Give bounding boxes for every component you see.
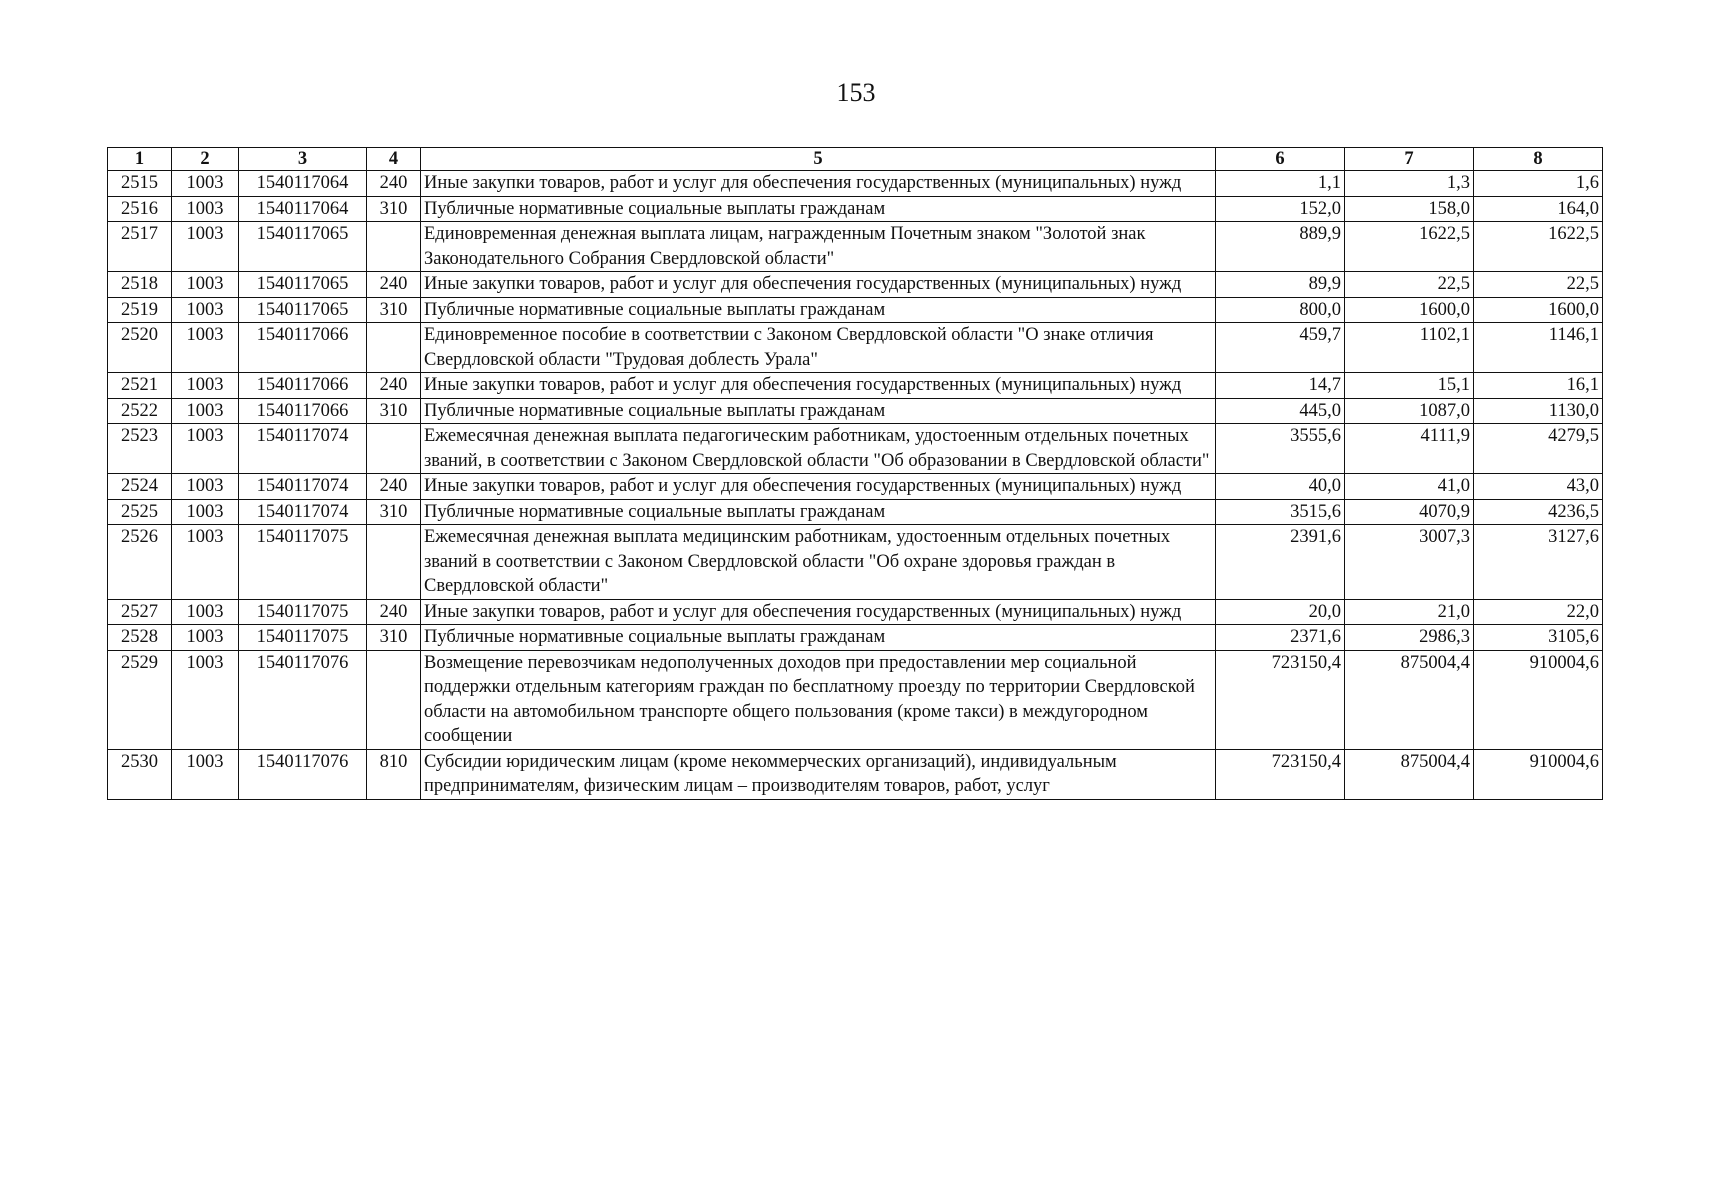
amount-col6-cell: 800,0	[1216, 297, 1345, 323]
amount-col8-cell: 1600,0	[1474, 297, 1603, 323]
target-code-cell: 1540117076	[239, 650, 367, 749]
amount-col8-cell: 22,5	[1474, 272, 1603, 298]
table-row	[108, 398, 1603, 424]
row-number-cell: 2515	[108, 171, 172, 197]
item-name-cell: Публичные нормативные социальные выплаты гражданам	[421, 499, 1216, 525]
expense-type-cell: 240	[367, 171, 421, 197]
expense-type-cell	[367, 424, 421, 474]
target-code-cell: 1540117064	[239, 171, 367, 197]
target-code-cell: 1540117065	[239, 297, 367, 323]
amount-col8-cell: 910004,6	[1474, 749, 1603, 799]
row-number-cell: 2519	[108, 297, 172, 323]
row-number-cell: 2528	[108, 625, 172, 651]
amount-col8-cell: 4279,5	[1474, 424, 1603, 474]
section-code-cell: 1003	[172, 196, 239, 222]
expense-type-cell: 310	[367, 196, 421, 222]
amount-col8-cell: 910004,6	[1474, 650, 1603, 749]
row-number-cell: 2523	[108, 424, 172, 474]
amount-col8-cell: 3127,6	[1474, 525, 1603, 600]
expense-type-cell: 240	[367, 599, 421, 625]
amount-col6-cell: 459,7	[1216, 323, 1345, 373]
table-header-row	[108, 148, 1603, 171]
row-number-cell: 2529	[108, 650, 172, 749]
section-code-cell: 1003	[172, 650, 239, 749]
table-row	[108, 272, 1603, 298]
amount-col6-cell: 20,0	[1216, 599, 1345, 625]
target-code-cell: 1540117075	[239, 599, 367, 625]
item-name-cell: Субсидии юридическим лицам (кроме некоммерческих организаций), индивидуальным предпринимателям, физическим лицам – производителям товаров, работ, услуг	[421, 749, 1216, 799]
target-code-cell: 1540117066	[239, 373, 367, 399]
amount-col8-cell: 1130,0	[1474, 398, 1603, 424]
expense-type-cell	[367, 650, 421, 749]
amount-col6-cell: 889,9	[1216, 222, 1345, 272]
column-header-8: 8	[1474, 148, 1603, 171]
amount-col7-cell: 4070,9	[1345, 499, 1474, 525]
amount-col6-cell: 3515,6	[1216, 499, 1345, 525]
section-code-cell: 1003	[172, 323, 239, 373]
item-name-cell: Иные закупки товаров, работ и услуг для обеспечения государственных (муниципальных) нужд	[421, 474, 1216, 500]
expense-type-cell: 240	[367, 373, 421, 399]
amount-col8-cell: 1622,5	[1474, 222, 1603, 272]
amount-col7-cell: 158,0	[1345, 196, 1474, 222]
target-code-cell: 1540117066	[239, 323, 367, 373]
amount-col7-cell: 1087,0	[1345, 398, 1474, 424]
section-code-cell: 1003	[172, 424, 239, 474]
amount-col7-cell: 875004,4	[1345, 749, 1474, 799]
target-code-cell: 1540117065	[239, 222, 367, 272]
item-name-cell: Публичные нормативные социальные выплаты гражданам	[421, 297, 1216, 323]
amount-col7-cell: 15,1	[1345, 373, 1474, 399]
table-row	[108, 373, 1603, 399]
row-number-cell: 2520	[108, 323, 172, 373]
expense-type-cell: 310	[367, 297, 421, 323]
expense-type-cell	[367, 222, 421, 272]
item-name-cell: Ежемесячная денежная выплата педагогическим работникам, удостоенным отдельных почетных званий, в соответствии с Законом Свердловской области "Об образовании в Свердловской области"	[421, 424, 1216, 474]
item-name-cell: Возмещение перевозчикам недополученных доходов при предоставлении мер социальной поддержки отдельным категориям граждан по бесплатному проезду по территории Свердловской области на автомобильном транспорте общего пользования (кроме такси) в междугородном сообщении	[421, 650, 1216, 749]
column-header-4: 4	[367, 148, 421, 171]
row-number-cell: 2530	[108, 749, 172, 799]
table-row	[108, 749, 1603, 799]
amount-col7-cell: 1600,0	[1345, 297, 1474, 323]
row-number-cell: 2517	[108, 222, 172, 272]
item-name-cell: Единовременное пособие в соответствии с Законом Свердловской области "О знаке отличия Свердловской области "Трудовая доблесть Урала"	[421, 323, 1216, 373]
table-row	[108, 171, 1603, 197]
item-name-cell: Публичные нормативные социальные выплаты гражданам	[421, 625, 1216, 651]
expense-type-cell: 240	[367, 474, 421, 500]
amount-col8-cell: 3105,6	[1474, 625, 1603, 651]
table-row	[108, 525, 1603, 600]
row-number-cell: 2518	[108, 272, 172, 298]
target-code-cell: 1540117066	[239, 398, 367, 424]
row-number-cell: 2521	[108, 373, 172, 399]
section-code-cell: 1003	[172, 474, 239, 500]
amount-col7-cell: 3007,3	[1345, 525, 1474, 600]
target-code-cell: 1540117074	[239, 499, 367, 525]
section-code-cell: 1003	[172, 272, 239, 298]
amount-col7-cell: 1102,1	[1345, 323, 1474, 373]
row-number-cell: 2526	[108, 525, 172, 600]
target-code-cell: 1540117074	[239, 424, 367, 474]
amount-col8-cell: 22,0	[1474, 599, 1603, 625]
table-row	[108, 499, 1603, 525]
table-row	[108, 222, 1603, 272]
item-name-cell: Публичные нормативные социальные выплаты гражданам	[421, 196, 1216, 222]
section-code-cell: 1003	[172, 749, 239, 799]
amount-col6-cell: 89,9	[1216, 272, 1345, 298]
amount-col6-cell: 40,0	[1216, 474, 1345, 500]
table-row	[108, 323, 1603, 373]
amount-col7-cell: 1622,5	[1345, 222, 1474, 272]
table-row	[108, 297, 1603, 323]
section-code-cell: 1003	[172, 525, 239, 600]
column-header-5: 5	[421, 148, 1216, 171]
page-number: 153	[836, 78, 876, 107]
section-code-cell: 1003	[172, 625, 239, 651]
item-name-cell: Публичные нормативные социальные выплаты гражданам	[421, 398, 1216, 424]
section-code-cell: 1003	[172, 222, 239, 272]
table-row	[108, 625, 1603, 651]
amount-col7-cell: 4111,9	[1345, 424, 1474, 474]
row-number-cell: 2527	[108, 599, 172, 625]
table-row	[108, 650, 1603, 749]
target-code-cell: 1540117065	[239, 272, 367, 298]
amount-col6-cell: 3555,6	[1216, 424, 1345, 474]
section-code-cell: 1003	[172, 599, 239, 625]
expense-type-cell: 310	[367, 398, 421, 424]
row-number-cell: 2522	[108, 398, 172, 424]
amount-col6-cell: 14,7	[1216, 373, 1345, 399]
target-code-cell: 1540117064	[239, 196, 367, 222]
expense-type-cell: 310	[367, 625, 421, 651]
amount-col6-cell: 723150,4	[1216, 749, 1345, 799]
expense-type-cell: 240	[367, 272, 421, 298]
target-code-cell: 1540117075	[239, 625, 367, 651]
amount-col8-cell: 1146,1	[1474, 323, 1603, 373]
item-name-cell: Ежемесячная денежная выплата медицинским работникам, удостоенным отдельных почетных званий в соответствии с Законом Свердловской области "Об охране здоровья граждан в Свердловской области"	[421, 525, 1216, 600]
amount-col6-cell: 723150,4	[1216, 650, 1345, 749]
expense-type-cell: 810	[367, 749, 421, 799]
column-header-2: 2	[172, 148, 239, 171]
column-header-1: 1	[108, 148, 172, 171]
column-header-6: 6	[1216, 148, 1345, 171]
item-name-cell: Иные закупки товаров, работ и услуг для обеспечения государственных (муниципальных) нужд	[421, 373, 1216, 399]
table-body	[108, 171, 1603, 800]
row-number-cell: 2524	[108, 474, 172, 500]
section-code-cell: 1003	[172, 373, 239, 399]
amount-col8-cell: 1,6	[1474, 171, 1603, 197]
item-name-cell: Единовременная денежная выплата лицам, награжденным Почетным знаком "Золотой знак Законодательного Собрания Свердловской области"	[421, 222, 1216, 272]
amount-col8-cell: 164,0	[1474, 196, 1603, 222]
expense-type-cell: 310	[367, 499, 421, 525]
item-name-cell: Иные закупки товаров, работ и услуг для обеспечения государственных (муниципальных) нужд	[421, 272, 1216, 298]
amount-col6-cell: 1,1	[1216, 171, 1345, 197]
amount-col6-cell: 2371,6	[1216, 625, 1345, 651]
amount-col7-cell: 875004,4	[1345, 650, 1474, 749]
amount-col6-cell: 2391,6	[1216, 525, 1345, 600]
amount-col8-cell: 4236,5	[1474, 499, 1603, 525]
section-code-cell: 1003	[172, 171, 239, 197]
column-header-7: 7	[1345, 148, 1474, 171]
table-row	[108, 599, 1603, 625]
target-code-cell: 1540117076	[239, 749, 367, 799]
amount-col7-cell: 1,3	[1345, 171, 1474, 197]
amount-col8-cell: 43,0	[1474, 474, 1603, 500]
table-row	[108, 424, 1603, 474]
amount-col6-cell: 445,0	[1216, 398, 1345, 424]
amount-col7-cell: 2986,3	[1345, 625, 1474, 651]
target-code-cell: 1540117075	[239, 525, 367, 600]
budget-table	[107, 147, 1603, 800]
amount-col8-cell: 16,1	[1474, 373, 1603, 399]
item-name-cell: Иные закупки товаров, работ и услуг для обеспечения государственных (муниципальных) нужд	[421, 599, 1216, 625]
expense-type-cell	[367, 525, 421, 600]
expense-type-cell	[367, 323, 421, 373]
table-row	[108, 196, 1603, 222]
amount-col7-cell: 21,0	[1345, 599, 1474, 625]
amount-col7-cell: 41,0	[1345, 474, 1474, 500]
section-code-cell: 1003	[172, 499, 239, 525]
column-header-3: 3	[239, 148, 367, 171]
row-number-cell: 2525	[108, 499, 172, 525]
section-code-cell: 1003	[172, 297, 239, 323]
amount-col6-cell: 152,0	[1216, 196, 1345, 222]
target-code-cell: 1540117074	[239, 474, 367, 500]
item-name-cell: Иные закупки товаров, работ и услуг для обеспечения государственных (муниципальных) нужд	[421, 171, 1216, 197]
amount-col7-cell: 22,5	[1345, 272, 1474, 298]
section-code-cell: 1003	[172, 398, 239, 424]
row-number-cell: 2516	[108, 196, 172, 222]
table-row	[108, 474, 1603, 500]
